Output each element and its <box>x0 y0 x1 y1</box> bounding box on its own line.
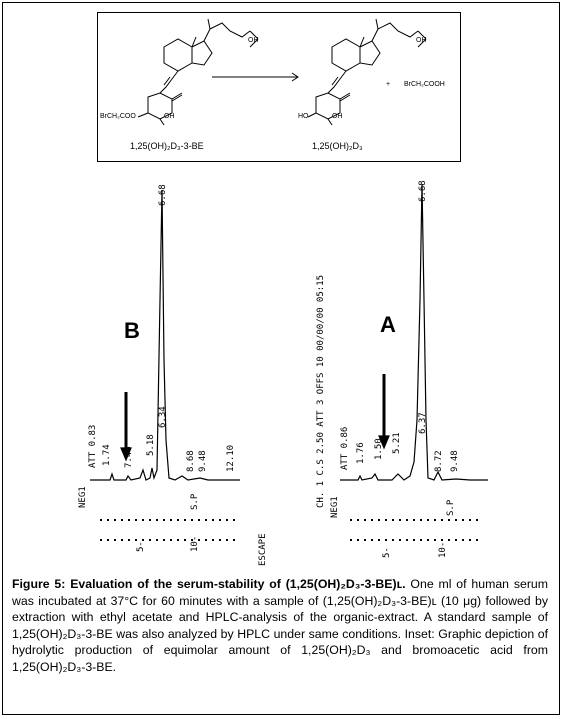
peak-b-4: 7.46 <box>124 446 134 468</box>
peak-b-5: 1.74 <box>102 444 112 466</box>
peak-b-2: 6.34 <box>158 406 168 428</box>
product-oh-label: OH <box>332 113 343 120</box>
plus-sign: + <box>386 81 391 88</box>
axis-a-5: 5- <box>382 547 392 558</box>
peak-a-2: 6.37 <box>418 412 428 434</box>
neg-b: NEG1 <box>78 486 88 508</box>
product-name: 1,25(OH)₂D₃ <box>312 141 363 151</box>
peak-b-3: 5.18 <box>146 434 156 456</box>
chromatogram-a-trace <box>340 184 488 480</box>
chromatogram-b-trace <box>90 190 240 480</box>
peak-b-7: 9.48 <box>198 450 208 472</box>
axis-a-10: 10- <box>438 541 448 558</box>
attn-b: ATT 0.83 <box>88 424 98 468</box>
neg-a: NEG1 <box>330 496 340 518</box>
figure-title: Evaluation of the serum-stability of (1,25(OH)₂D₃-3-BE)ʟ. <box>70 577 406 591</box>
ho-label: HO <box>298 113 309 120</box>
attn-a: ATT 0.86 <box>340 426 350 470</box>
caption-body: One ml of human serum was incubated at 37°C for 60 minutes with a sample of (1,25(OH)₂D₃-3-BE)ʟ (10 μg) followed by extraction with ethyl acetate and HPLC-analysis of the organic-extract. A standard sample of 1,25(OH)₂D₃-3-BE was also analyzed by HPLC under same conditions. Inset: Graphic depiction of hydrolytic production of equimolar amount of 1,25(OH)₂D₃ and bromoacetic acid from 1,25(OH)₂D₃-3-BE. <box>12 577 549 674</box>
sp-b: S.P <box>190 493 200 510</box>
reactant-name: 1,25(OH)₂D₃-3-BE <box>130 141 204 151</box>
panel-b-letter: B <box>124 318 140 343</box>
ester-group-label: BrCH₂COO <box>100 113 136 120</box>
peak-b-main: 6.68 <box>158 184 168 206</box>
hydroxyl-label-product: OH <box>416 37 427 44</box>
peak-a-5: 1.76 <box>356 442 366 464</box>
sp-a: S.P <box>446 499 456 516</box>
axis-b-10: 10- <box>190 535 200 552</box>
peak-b-6: 8.68 <box>186 450 196 472</box>
peak-a-4: 1.50 <box>374 438 384 460</box>
peak-a-6: 8.72 <box>434 450 444 472</box>
escape-label: ESCAPE <box>258 533 268 566</box>
peak-a-3: 5.21 <box>392 432 402 454</box>
panel-a-letter: A <box>380 312 396 337</box>
axis-b-5: 5- <box>136 541 146 552</box>
run-info-a: CH. 1 C.S 2.50 ATT 3 OFFS 10 00/00/00 05:15 <box>316 275 326 508</box>
figure-label: Figure 5: <box>12 577 66 591</box>
hydroxyl-label-reactant: OH <box>248 37 259 44</box>
figure-caption <box>12 576 548 675</box>
reactant-oh-label: OH <box>164 113 175 120</box>
peak-b-8: 12.10 <box>226 444 236 472</box>
peak-a-7: 9.48 <box>450 450 460 472</box>
bromoacetic-acid-label: BrCH₂COOH <box>404 81 445 88</box>
peak-a-main: 6.68 <box>418 180 428 202</box>
